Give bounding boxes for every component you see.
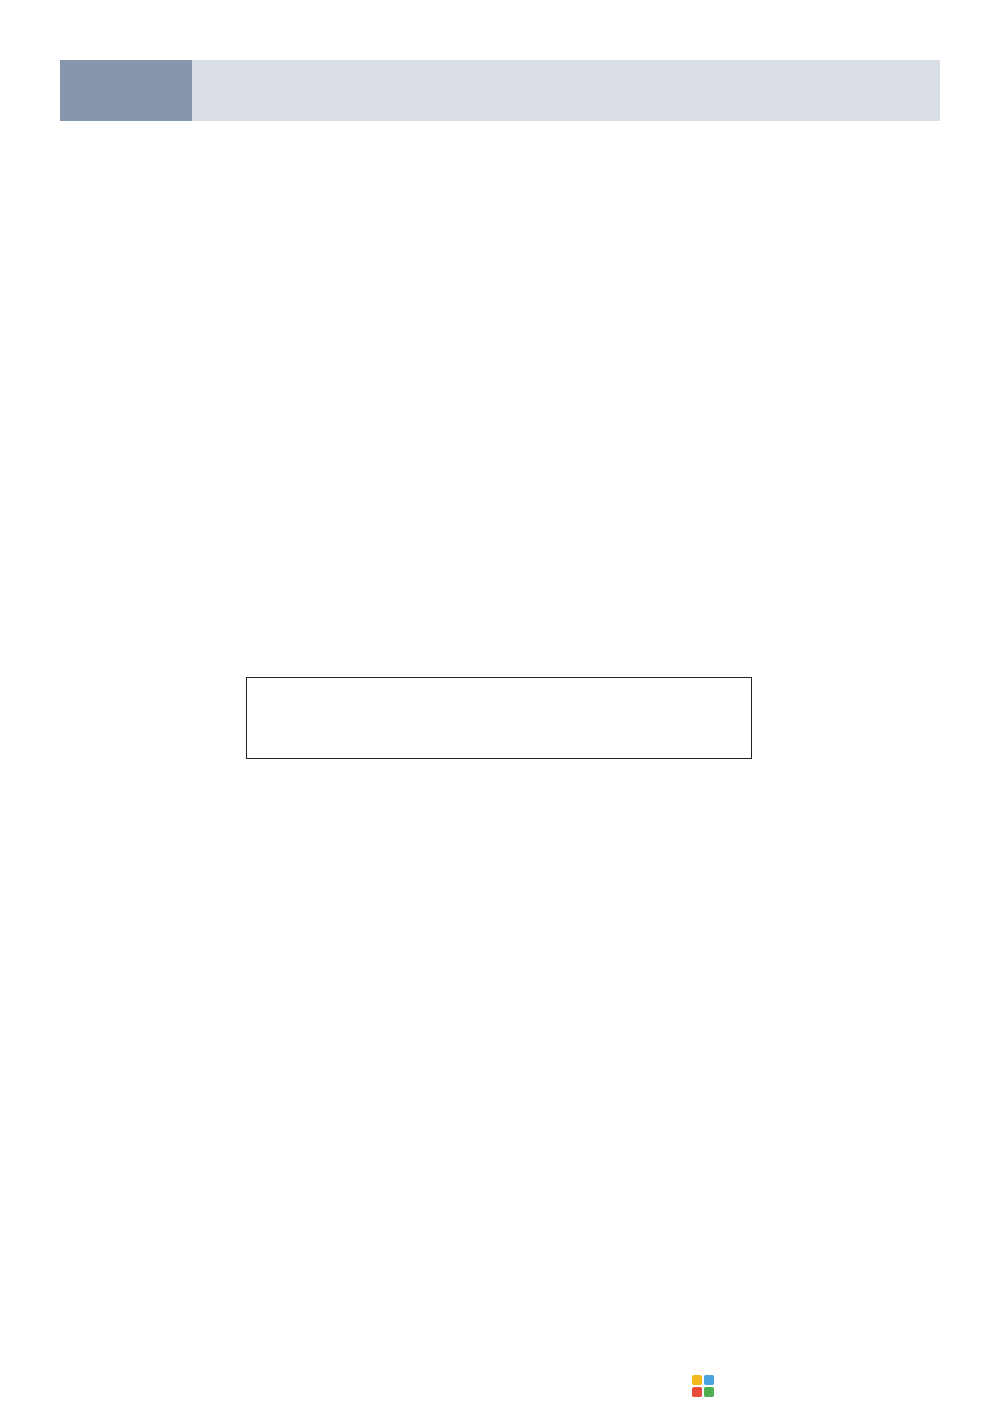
section-a-heading bbox=[62, 150, 91, 176]
section-b-instruction-2 bbox=[62, 649, 91, 670]
liveworksheets-logo-icon bbox=[692, 1375, 716, 1401]
unit-header bbox=[60, 60, 940, 121]
unit-label-box bbox=[60, 60, 192, 121]
section-b-heading bbox=[62, 401, 91, 427]
word-box bbox=[246, 677, 752, 759]
section-b-instruction-1 bbox=[62, 438, 91, 459]
section-a-instruction bbox=[62, 187, 91, 208]
liveworksheets-logo bbox=[692, 1372, 718, 1406]
